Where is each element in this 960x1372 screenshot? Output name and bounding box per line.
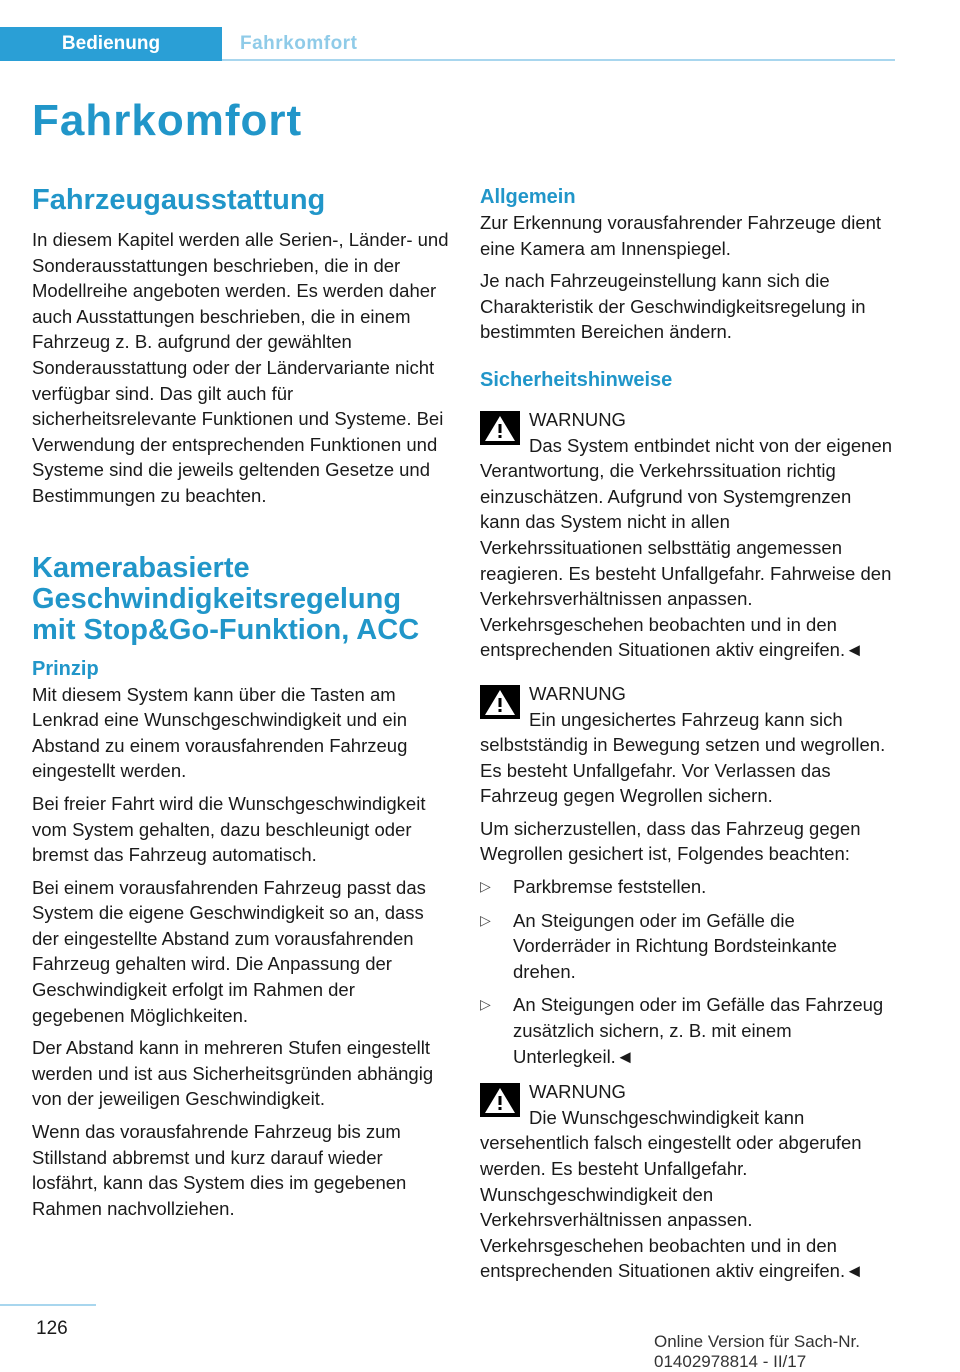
bullet-list <box>480 874 896 1069</box>
footer-divider <box>0 1304 96 1306</box>
warning-label: WARNUNG <box>529 408 626 430</box>
paragraph-prinzip-5: Wenn das vorausfahrende Fahrzeug bis zum Stillstand abbremst und kurz darauf wieder losfährt, kann das System dies im gegebenen Rahmen nachvollziehen. <box>32 1121 407 1219</box>
heading-fahrzeugausstattung: Fahrzeugausstattung <box>32 184 326 216</box>
right-column <box>480 184 896 1291</box>
header-divider <box>222 59 895 61</box>
paragraph-prinzip-4: Der Abstand kann in mehreren Stufen eingestellt werden und ist aus Sicherheitsgründen abhängig von der jeweiligen Geschwindigkeit. <box>32 1037 434 1110</box>
warning-text-2: Ein ungesichertes Fahrzeug kann sich selbstständig in Bewegung setzen und wegrollen. Es besteht Unfallgefahr. Vor Verlassen das Fahrzeug gegen Wegrollen sichern. <box>480 708 886 807</box>
paragraph-allgemein-2: Je nach Fahrzeugeinstellung kann sich die Charakteristik der Geschwindigkeitsregelung in bestimmten Bereichen ändern. <box>480 270 866 343</box>
paragraph-prinzip-1: Mit diesem System kann über die Tasten am Lenkrad eine Wunschgeschwindigkeit und ein Abstand zu einem vorausfahrenden Fahrzeug eingestellt werden. <box>32 683 408 782</box>
warning-3 <box>480 1079 896 1284</box>
warning-text-3: Die Wunschgeschwindigkeit kann versehentlich falsch eingestellt oder abgerufen werden. Es besteht Unfallgefahr. Wunschgeschwindigkeit den Verkehrsverhältnissen anpassen. Verkehrsgeschehen beobachten und in den entsprechenden Situationen aktiv eingreifen.◄ <box>480 1106 864 1282</box>
left-column <box>32 184 452 1228</box>
heading-acc: Kamerabasierte Geschwindigkeitsregelung mit Stop&Go-Funktion, ACC <box>32 551 420 646</box>
heading-prinzip: Prinzip <box>32 657 99 680</box>
list-item: ▷ An Steigungen oder im Gefälle das Fahrzeug zusätzlich sichern, z. B. mit einem Unterlegkeil.◄ <box>480 994 884 1067</box>
warning-label: WARNUNG <box>529 682 626 704</box>
paragraph-prinzip-3: Bei einem vorausfahrenden Fahrzeug passt das System die eigene Geschwindigkeit so an, dass der eingestellte Abstand zum vorausfahrenden Fahrzeug gehalten wird. Die Anpassung der Geschwindigkeit erfolgt im Rahmen der gegebenen Möglichkeiten. <box>32 876 426 1026</box>
triangle-bullet-icon: ▷ <box>480 878 491 895</box>
header-tab-bedienung[interactable]: Bedienung <box>61 33 161 54</box>
page-title: Fahrkomfort <box>32 96 303 145</box>
warning-2 <box>480 681 896 809</box>
triangle-bullet-icon: ▷ <box>480 911 491 928</box>
footer-online-version: Online Version für Sach-Nr. 01402978814 - II/17 <box>654 1332 860 1371</box>
warning-1 <box>480 407 896 663</box>
paragraph-wegrollen: Um sicherzustellen, dass das Fahrzeug gegen Wegrollen gesichert ist, Folgendes beachten: <box>480 817 861 865</box>
warning-triangle-icon <box>480 1083 520 1117</box>
list-item: ▷ Parkbremse feststellen. <box>480 874 896 900</box>
warning-text-1: Das System entbindet nicht von der eigenen Verantwortung, die Verkehrssituation richtig einzuschätzen. Aufgrund von Systemgrenzen kann das System nicht in allen Verkehrssituationen selbsttätig angemessen reagieren. Es besteht Unfallgefahr. Fahrweise den Verkehrsverhältnissen anpassen. Verkehrsgeschehen beobachten und in den entsprechenden Situationen aktiv eingreifen.◄ <box>480 434 893 661</box>
triangle-bullet-icon: ▷ <box>480 996 491 1013</box>
page-number: 126 <box>36 1318 68 1339</box>
warning-triangle-icon <box>480 685 520 719</box>
warning-label: WARNUNG <box>529 1081 626 1103</box>
paragraph-prinzip-2: Bei freier Fahrt wird die Wunschgeschwindigkeit vom System gehalten, dazu beschleunigt oder bremst das Fahrzeug automatisch. <box>32 792 426 866</box>
heading-sicherheitshinweise: Sicherheitshinweise <box>480 368 673 391</box>
header-section-fahrkomfort[interactable]: Fahrkomfort <box>240 33 358 54</box>
paragraph-ausstattung: In diesem Kapitel werden alle Serien-, Länder- und Sonderausstattungen beschrieben, die in der Modellreihe angeboten werden. Es werden daher auch Ausstattungen beschrieben, die in einem Fahrzeug z. B. aufgrund der gewählten Sonderausstattung oder der Ländervariante nicht verfügbar sind. Das gilt auch für sicherheitsrelevante Funktionen und Systeme. Bei Verwendung der entsprechenden Funktionen und Systeme sind die jeweils geltenden Gesetze und Bestimmungen zu beachten. <box>32 229 449 506</box>
list-item: ▷ An Steigungen oder im Gefälle die Vorderräder in Richtung Bordsteinkante drehen. <box>480 909 837 982</box>
heading-allgemein: Allgemein <box>480 186 576 208</box>
paragraph-allgemein-1: Zur Erkennung vorausfahrender Fahrzeuge dient eine Kamera am Innenspiegel. <box>480 212 882 259</box>
warning-triangle-icon <box>480 411 520 445</box>
